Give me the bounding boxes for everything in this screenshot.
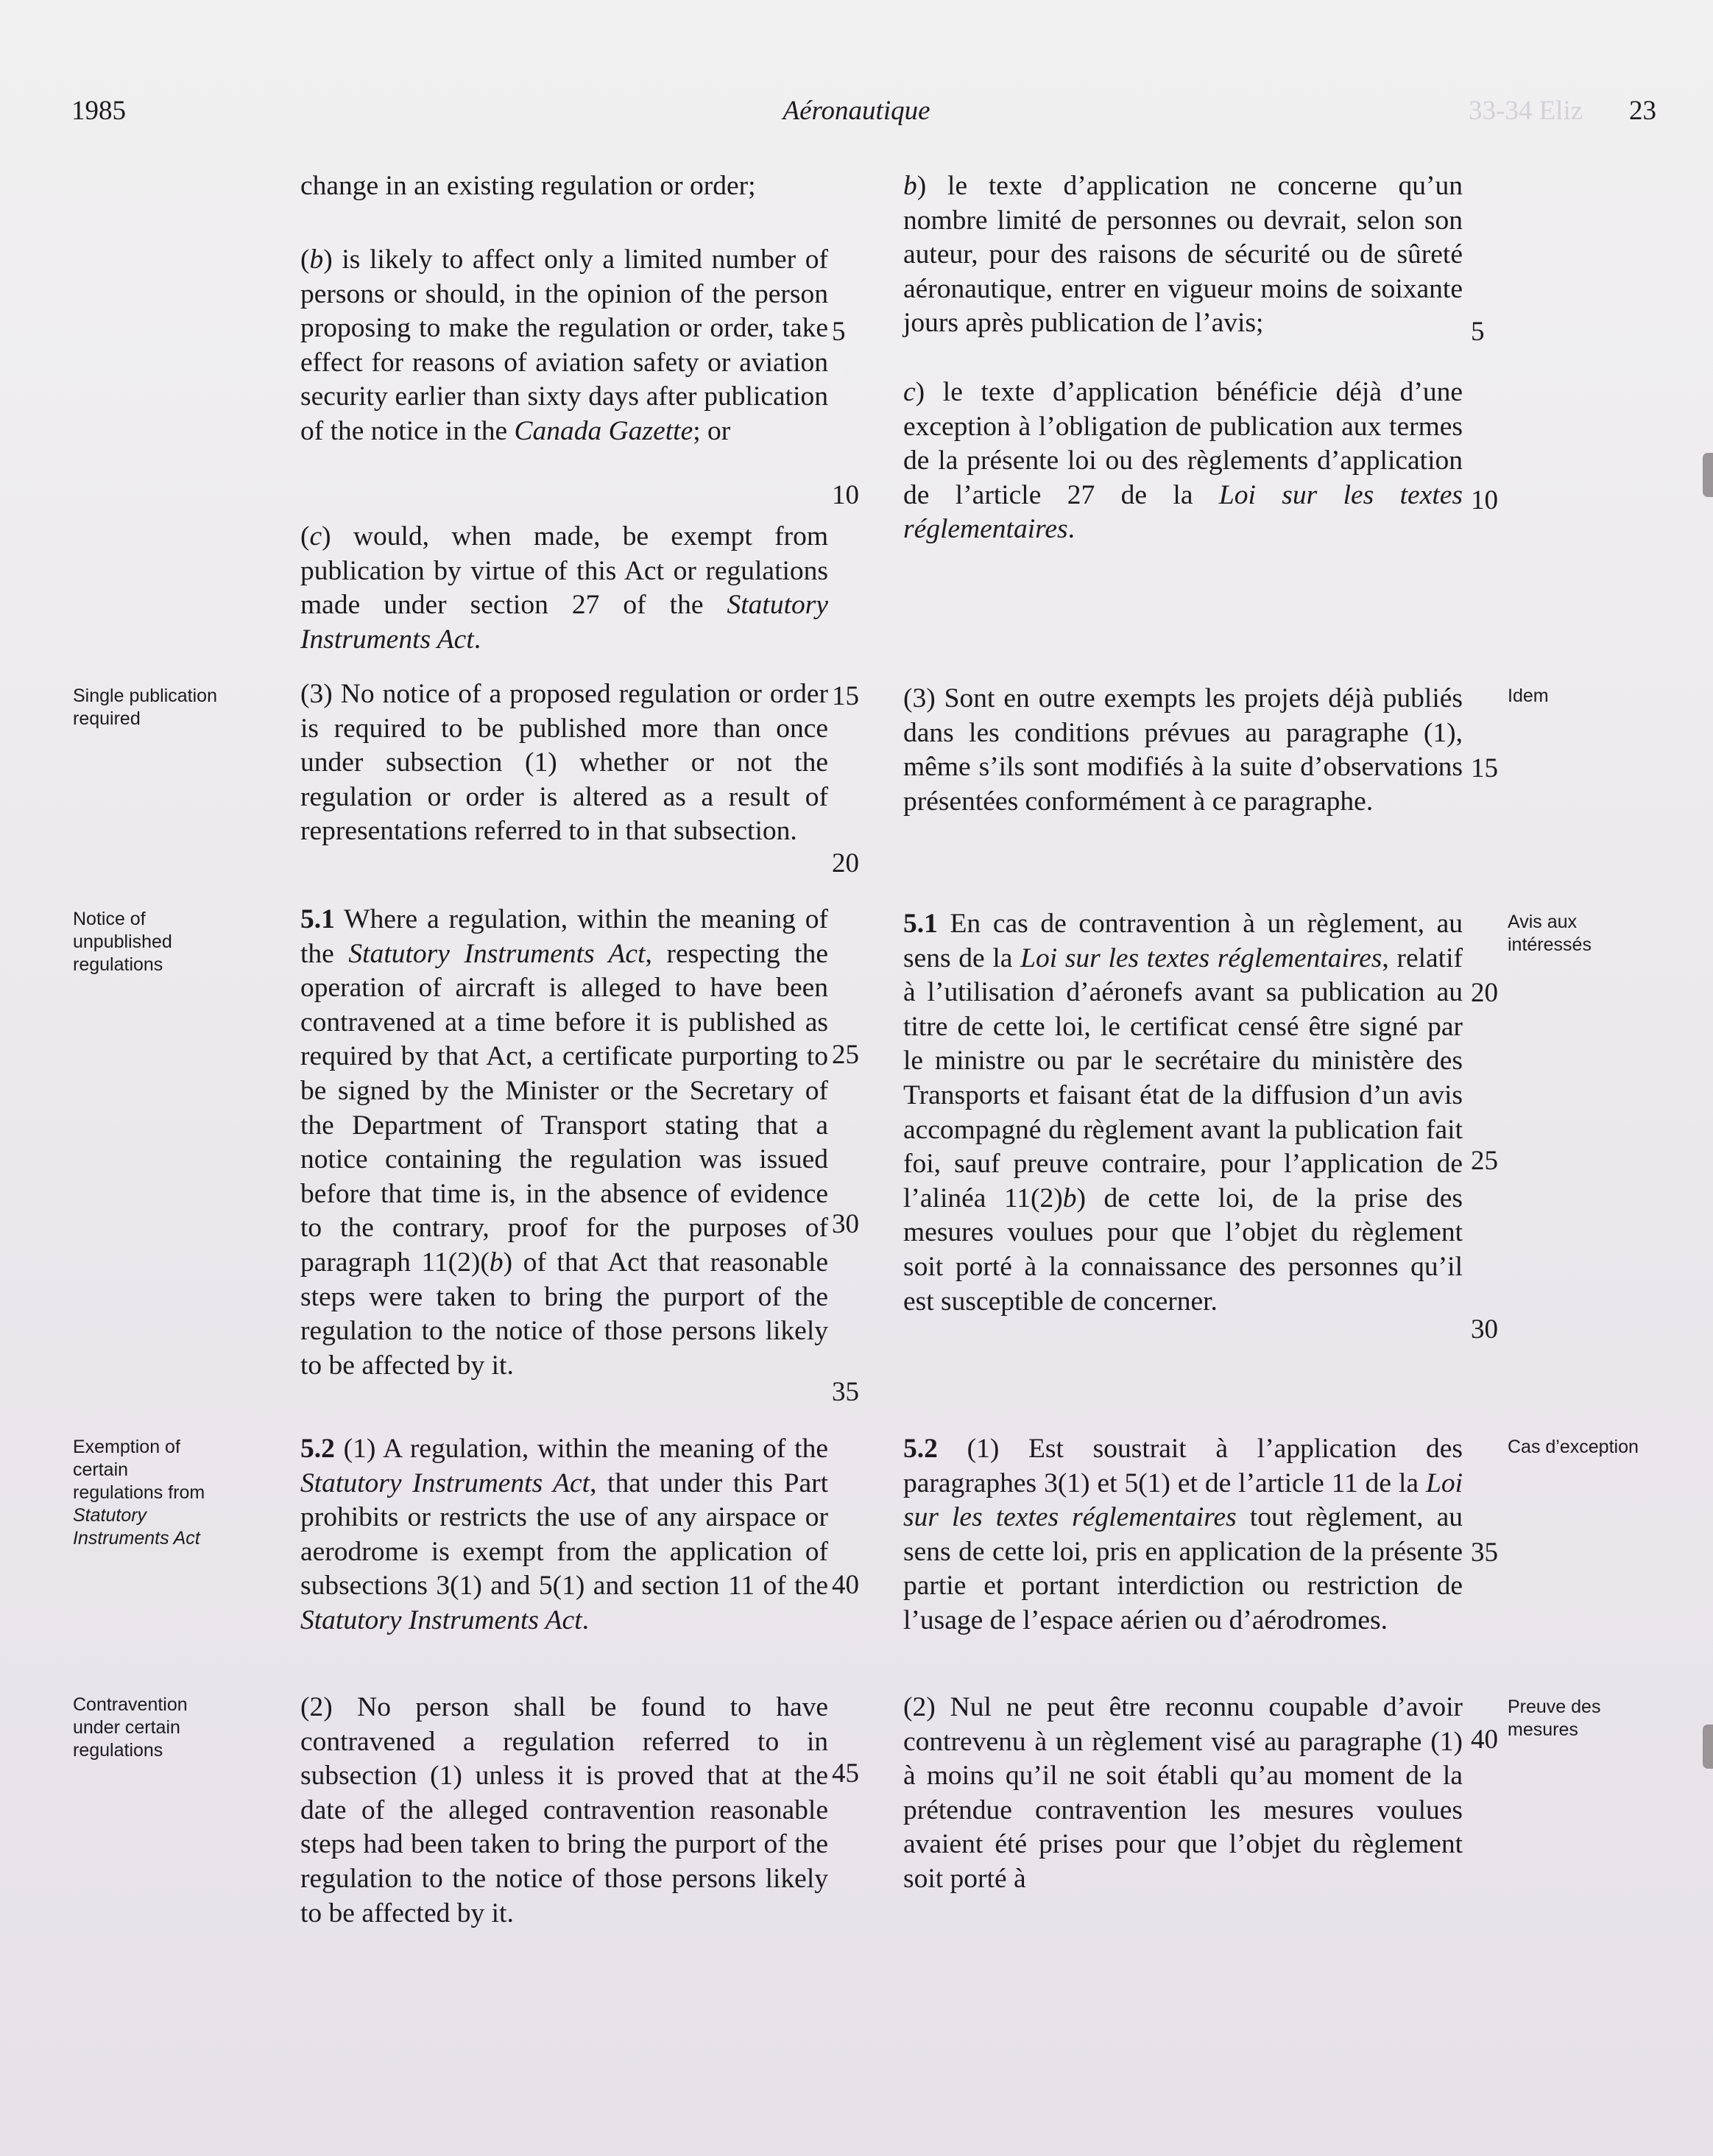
en-para-b-gazette: Canada Gazette	[514, 415, 693, 446]
en-section-5-1	[300, 903, 828, 1383]
en-line-number-30: 30	[832, 1209, 859, 1239]
en-line-number-35: 35	[832, 1377, 859, 1407]
fr-para-b-text: ) le texte d’application ne concerne qu’un nombre limité de personnes ou devrait, selon son auteur, pour des raisons de sécurité ou de sûreté aéronautique, entrer en vigueur moins de soixante jours après publication de l’avis;	[903, 171, 1463, 339]
en-line-number-25: 25	[832, 1040, 859, 1070]
fr-section-5-1-number: 5.1	[903, 909, 938, 939]
en-para-c-act: Statutory Instruments Act	[300, 590, 828, 655]
en-section-5-2-act-1: Statutory Instruments Act	[300, 1468, 590, 1498]
en-section-5-1-number: 5.1	[300, 904, 335, 934]
en-subsection-3: (3) No notice of a proposed regulation or order is required to be published more than once under subsection (1) whether or not the regulation or order is altered as a result of representations referred to in that subsection.	[300, 679, 828, 847]
en-section-5-2-number: 5.2	[300, 1434, 335, 1464]
fr-section-5-1-letter: b	[1062, 1183, 1077, 1213]
en-section-5-2-1	[300, 1432, 828, 1638]
en-line-number-10: 10	[832, 480, 859, 510]
fr-line-number-5: 5	[1471, 317, 1485, 347]
en-section-5-2-act-2: Statutory Instruments Act	[300, 1604, 582, 1635]
header-page-number: 23	[1629, 96, 1656, 126]
margin-note-exemption	[73, 1436, 213, 1550]
en-para-b	[300, 243, 828, 449]
fr-para-c-letter: c	[903, 377, 916, 407]
page-edge-mark	[1703, 1725, 1713, 1769]
header-title: Aéronautique	[783, 96, 930, 126]
fr-line-number-10: 10	[1471, 485, 1498, 515]
fr-para-b-letter: b	[903, 171, 917, 201]
margin-note-avis: Avis aux intéressés	[1508, 912, 1592, 955]
en-section-5-2-text-b: , that under this Part prohibits or restricts the use of any airspace or aerodrome is exempt from the application of subsections 3(1) and 5(1) and section 11 of the	[300, 1468, 829, 1602]
header-bleed-text: 33-34 Eliz	[1469, 96, 1583, 126]
en-para-b-end: ; or	[693, 415, 731, 446]
fr-para-b	[903, 169, 1463, 341]
en-para-c-letter: c	[309, 521, 322, 552]
fr-para-c-loi: Loi sur les textes réglementaires	[903, 479, 1463, 545]
fr-section-5-1-text-a: En cas de contravention à un règlement, au sens de la	[903, 909, 1463, 973]
fr-line-number-15: 15	[1471, 753, 1498, 783]
en-section-5-2-2: (2) No person shall be found to have contravened a regulation referred to in subsection (1) unless it is proved that at the date of the alleged contravention reasonable steps had been taken to bring the purport of the regulation to the notice of those persons likely to be affected by it.	[300, 1692, 828, 1928]
en-section-5-2-text-a: (1) A regulation, within the meaning of the	[334, 1434, 828, 1464]
en-section-5-1-letter: b	[489, 1247, 504, 1278]
en-line-number-20: 20	[832, 848, 859, 878]
fr-line-number-40: 40	[1471, 1725, 1498, 1755]
en-section-5-2-text-c: .	[582, 1604, 589, 1635]
en-line-number-45: 45	[832, 1758, 859, 1789]
fr-section-5-2-2: (2) Nul ne peut être reconnu coupable d’avoir contrevenu à un règlement visé au paragraphe (1) à moins qu’il ne soit établi qu’au moment de la prétendue contravention les mesures voulues avaient été prises pour que l’objet du règlement soit porté à	[903, 1692, 1463, 1894]
fr-section-5-1-loi: Loi sur les textes réglementaires	[1020, 943, 1382, 973]
margin-note-preuve: Preuve des mesures	[1508, 1697, 1601, 1740]
fr-section-5-2-number: 5.2	[903, 1434, 938, 1464]
margin-note-idem: Idem	[1508, 686, 1549, 706]
en-para-b-open: (	[300, 244, 310, 275]
en-para-b-letter: b	[309, 244, 324, 275]
en-section-5-1-text-c: ) of that Act that reasonable steps were taken to bring the purport of the regulation to the notice of those persons likely to be affected by it.	[300, 1247, 829, 1381]
fr-line-number-35: 35	[1471, 1537, 1498, 1568]
margin-note-cas-exception: Cas d’exception	[1508, 1437, 1639, 1457]
fr-section-5-1-text-c: ) de cette loi, de la prise des mesures voulues pour que l’objet du règlement soit porté à la connaissance des personnes qu’il est susceptible de concerner.	[903, 1183, 1463, 1317]
fr-section-5-1	[903, 907, 1463, 1319]
page-edge-mark	[1703, 453, 1713, 497]
fr-section-5-1-text-b: , relatif à l’utilisation d’aéronefs avant sa publication au titre de cette loi, le certificat censé être signé par le ministre ou par le secrétaire du ministère des Transports et faisant état de la diffusion d’un avis accompagné du règlement avant la publication fait foi, sauf preuve contraire, pour l’application de l’alinéa 11(2)	[903, 943, 1463, 1213]
margin-note-notice-unpublished: Notice of unpublished regulations	[73, 909, 172, 975]
margin-note-exemption-text: Exemption of certain regulations from	[73, 1437, 205, 1503]
en-continuation: change in an existing regulation or order;	[300, 171, 756, 201]
fr-line-number-25: 25	[1471, 1146, 1498, 1176]
en-section-5-1-act: Statutory Instruments Act	[348, 938, 646, 969]
fr-para-c	[903, 376, 1463, 547]
margin-note-single-publication: Single publication required	[73, 686, 217, 729]
en-line-number-15: 15	[832, 681, 859, 711]
en-section-5-1-text-b: , respecting the operation of aircraft is alleged to have been contravened at a time before it is published as required by that Act, a certificate purporting to be signed by the Minister or the Secretary of the Department of Transport stating that a notice containing the regulation was issued before that time is, in the absence of evidence to the contrary, proof for the purposes of paragraph 11(2)(	[300, 938, 828, 1278]
fr-para-c-text: ) le texte d’application bénéficie déjà d’une exception à l’obligation de publication aux termes de la présente loi ou des règlements d’application de l’article 27 de la	[903, 377, 1463, 510]
fr-section-5-2-loi: Loi sur les textes réglementaires	[903, 1468, 1463, 1533]
en-para-c	[300, 520, 828, 657]
fr-section-5-2-text-a: (1) Est soustrait à l’application des paragraphes 3(1) et 5(1) et de l’article 11 de la	[903, 1434, 1463, 1498]
header-year: 1985	[71, 96, 126, 126]
en-section-5-1-text-a: Where a regulation, within the meaning of the	[300, 904, 828, 969]
en-para-c-text: ) would, when made, be exempt from publication by virtue of this Act or regulations made under section 27 of the	[300, 521, 828, 621]
en-para-c-open: (	[300, 521, 310, 552]
margin-note-exemption-act: Statutory Instruments Act	[73, 1505, 200, 1549]
fr-section-5-2-text-b: tout règlement, au sens de cette loi, pris en application de la présente partie et portant interdiction ou restriction de l’usage de l’espace aérien ou d’aérodromes.	[903, 1502, 1463, 1635]
fr-line-number-20: 20	[1471, 978, 1498, 1008]
en-para-c-end: .	[473, 624, 481, 655]
fr-subsection-3: (3) Sont en outre exempts les projets déjà publiés dans les conditions prévues au paragraphe (1), même s’ils sont modifiés à la suite d’observations présentées conformément à ce paragraphe.	[903, 683, 1463, 817]
en-para-b-text: ) is likely to affect only a limited number of persons or should, in the opinion of the person proposing to make the regulation or order, take effect for reasons of aviation safety or aviation security earlier than sixty days after publication of the notice in the	[300, 244, 828, 446]
fr-line-number-30: 30	[1471, 1314, 1498, 1345]
fr-para-c-end: .	[1067, 514, 1075, 545]
margin-note-contravention: Contravention under certain regulations	[73, 1694, 188, 1761]
fr-section-5-2-1	[903, 1432, 1463, 1638]
en-line-number-40: 40	[832, 1570, 859, 1600]
en-line-number-5: 5	[832, 317, 846, 347]
